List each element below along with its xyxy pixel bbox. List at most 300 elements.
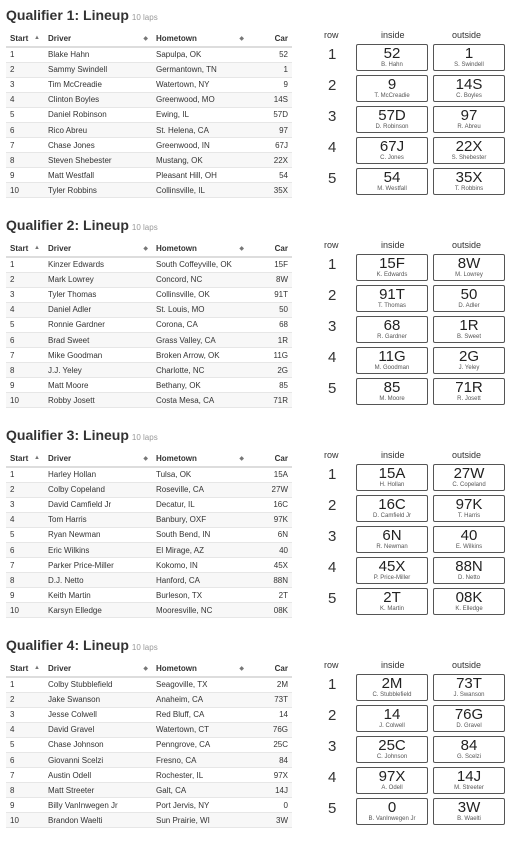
- outside-car-box: [433, 526, 505, 553]
- cell-car: 40: [248, 542, 292, 557]
- outside-car-box: [433, 557, 505, 584]
- car-number: 35X: [455, 169, 483, 186]
- cell-hometown: Seagoville, TX: [152, 677, 248, 692]
- row-number: 5: [328, 170, 337, 187]
- car-driver: B. VanInwegen Jr: [368, 816, 416, 822]
- cell-start: 8: [6, 573, 44, 588]
- cell-hometown: Rochester, IL: [152, 768, 248, 783]
- table-row: [6, 573, 292, 588]
- outside-car-box: [433, 378, 505, 405]
- table-row: [6, 107, 292, 122]
- column-header-start-label: Start: [10, 33, 29, 43]
- grid-row: [318, 74, 510, 105]
- cell-start: 7: [6, 348, 44, 363]
- grid-header: [318, 240, 510, 253]
- cell-car: 14: [248, 707, 292, 722]
- car-driver: B. Waelti: [457, 816, 481, 822]
- table-row: [6, 47, 292, 62]
- cell-start: 9: [6, 588, 44, 603]
- cell-hometown: Ewing, IL: [152, 107, 248, 122]
- lineup-table: [6, 450, 292, 618]
- car-number: 84: [460, 737, 478, 754]
- starting-grid: [318, 30, 510, 198]
- cell-start: 1: [6, 47, 44, 62]
- column-header-hometown-label: Hometown: [156, 453, 197, 463]
- car-driver: P. Price-Miller: [373, 575, 411, 581]
- car-number: 1R: [459, 317, 479, 334]
- qualifier-title: [6, 4, 510, 28]
- car-driver: S. Shebester: [451, 155, 487, 161]
- inside-car-box: [356, 137, 428, 164]
- cell-hometown: Anaheim, CA: [152, 692, 248, 707]
- cell-driver: Jake Swanson: [44, 692, 152, 707]
- cell-hometown: Watertown, NY: [152, 77, 248, 92]
- table-row: [6, 92, 292, 107]
- grid-header-row: row: [324, 240, 339, 250]
- cell-driver: Daniel Robinson: [44, 107, 152, 122]
- cell-start: 9: [6, 378, 44, 393]
- column-header-hometown[interactable]: [152, 240, 248, 257]
- sort-asc-icon: ▲: [34, 454, 40, 461]
- cell-driver: Billy VanInwegen Jr: [44, 798, 152, 813]
- inside-car-box: [356, 347, 428, 374]
- car-driver: D. Adler: [458, 303, 480, 309]
- cell-start: 1: [6, 467, 44, 482]
- cell-driver: Ronnie Gardner: [44, 317, 152, 332]
- cell-start: 7: [6, 768, 44, 783]
- qualifier-name: Qualifier 2: Lineup: [6, 217, 129, 233]
- laps-label: 10 laps: [131, 433, 158, 442]
- cell-start: 6: [6, 752, 44, 767]
- cell-hometown: St. Louis, MO: [152, 302, 248, 317]
- qualifier-name: Qualifier 1: Lineup: [6, 7, 129, 23]
- inside-car-box: [356, 705, 428, 732]
- cell-hometown: Roseville, CA: [152, 482, 248, 497]
- cell-start: 7: [6, 558, 44, 573]
- cell-car: 14J: [248, 783, 292, 798]
- cell-driver: Blake Hahn: [44, 47, 152, 62]
- grid-header-row: row: [324, 660, 339, 670]
- cell-start: 2: [6, 692, 44, 707]
- car-number: 68: [383, 317, 401, 334]
- cell-car: 9: [248, 77, 292, 92]
- header-row: [6, 240, 292, 257]
- cell-car: 1R: [248, 332, 292, 347]
- car-number: 11G: [378, 348, 406, 365]
- grid-row: [318, 284, 510, 315]
- cell-start: 5: [6, 317, 44, 332]
- table-row: [6, 183, 292, 198]
- cell-hometown: Penngrove, CA: [152, 737, 248, 752]
- table-row: [6, 768, 292, 783]
- car-driver: R. Gardner: [377, 334, 407, 340]
- row-number: 5: [328, 800, 337, 817]
- sort-asc-icon: ▲: [34, 34, 40, 41]
- cell-start: 5: [6, 107, 44, 122]
- outside-car-box: [433, 316, 505, 343]
- cell-hometown: Collinsville, OK: [152, 287, 248, 302]
- cell-start: 2: [6, 62, 44, 77]
- column-header-car[interactable]: [248, 240, 292, 257]
- car-driver: M. Lowrey: [455, 272, 483, 278]
- inside-car-box: [356, 378, 428, 405]
- grid-row: [318, 377, 510, 408]
- column-header-driver-label: Driver: [48, 453, 72, 463]
- inside-car-box: [356, 316, 428, 343]
- car-driver: K. Elledge: [455, 606, 483, 612]
- cell-car: 8W: [248, 272, 292, 287]
- row-number: 3: [328, 108, 337, 125]
- inside-car-box: [356, 767, 428, 794]
- cell-start: 4: [6, 302, 44, 317]
- row-number: 4: [328, 139, 337, 156]
- cell-car: 15A: [248, 467, 292, 482]
- row-number: 1: [328, 256, 337, 273]
- row-number: 5: [328, 380, 337, 397]
- cell-car: 54: [248, 168, 292, 183]
- car-number: 45X: [378, 558, 406, 575]
- table-row: [6, 168, 292, 183]
- column-header-driver-label: Driver: [48, 663, 72, 673]
- car-number: 14J: [456, 768, 482, 785]
- cell-driver: Robby Josett: [44, 393, 152, 408]
- table-row: [6, 783, 292, 798]
- column-header-start-label: Start: [10, 243, 29, 253]
- outside-car-box: [433, 44, 505, 71]
- table-row: [6, 542, 292, 557]
- car-driver: D. Netto: [457, 575, 480, 581]
- row-number: 2: [328, 77, 337, 94]
- cell-hometown: Mustang, OK: [152, 153, 248, 168]
- column-header-hometown[interactable]: [152, 30, 248, 47]
- cell-hometown: Pleasant Hill, OH: [152, 168, 248, 183]
- grid-header-outside: outside: [452, 30, 482, 40]
- cell-start: 8: [6, 783, 44, 798]
- outside-car-box: [433, 588, 505, 615]
- inside-car-box: [356, 75, 428, 102]
- row-number: 5: [328, 590, 337, 607]
- cell-start: 10: [6, 183, 44, 198]
- cell-start: 6: [6, 122, 44, 137]
- table-row: [6, 138, 292, 153]
- qualifier-name: Qualifier 4: Lineup: [6, 637, 129, 653]
- cell-hometown: Concord, NC: [152, 272, 248, 287]
- cell-hometown: South Coffeyville, OK: [152, 257, 248, 272]
- table-row: [6, 77, 292, 92]
- cell-hometown: South Bend, IN: [152, 527, 248, 542]
- table-row: [6, 512, 292, 527]
- grid-row: [318, 346, 510, 377]
- cell-driver: Keith Martin: [44, 588, 152, 603]
- cell-car: 52: [248, 47, 292, 62]
- grid-header-outside: outside: [452, 450, 482, 460]
- grid-header: [318, 660, 510, 673]
- car-driver: E. Wilkins: [455, 544, 483, 550]
- column-header-hometown[interactable]: [152, 450, 248, 467]
- car-driver: K. Edwards: [376, 272, 408, 278]
- column-header-driver-label: Driver: [48, 243, 72, 253]
- cell-car: 16C: [248, 497, 292, 512]
- row-number: 3: [328, 528, 337, 545]
- cell-driver: J.J. Yeley: [44, 363, 152, 378]
- cell-driver: Tyler Thomas: [44, 287, 152, 302]
- column-header-start[interactable]: [6, 450, 44, 467]
- cell-driver: Rico Abreu: [44, 122, 152, 137]
- car-number: 54: [383, 169, 401, 186]
- grid-header-inside: inside: [381, 240, 405, 250]
- cell-driver: Harley Hollan: [44, 467, 152, 482]
- outside-car-box: [433, 495, 505, 522]
- car-number: 0: [387, 799, 397, 816]
- cell-hometown: Decatur, IL: [152, 497, 248, 512]
- cell-hometown: Sun Prairie, WI: [152, 813, 248, 828]
- qualifier-section: [6, 634, 510, 844]
- car-driver: B. Sweet: [456, 334, 481, 340]
- cell-start: 8: [6, 153, 44, 168]
- cell-hometown: Bethany, OK: [152, 378, 248, 393]
- lineup-table: [6, 240, 292, 408]
- grid-header: [318, 450, 510, 463]
- grid-row: [318, 253, 510, 284]
- grid-row: [318, 494, 510, 525]
- cell-hometown: El Mirage, AZ: [152, 542, 248, 557]
- cell-start: 6: [6, 542, 44, 557]
- cell-driver: Matt Streeter: [44, 783, 152, 798]
- table-row: [6, 153, 292, 168]
- table-row: [6, 393, 292, 408]
- cell-hometown: Banbury, OXF: [152, 512, 248, 527]
- cell-hometown: Grass Valley, CA: [152, 332, 248, 347]
- car-driver: G. Scelzi: [456, 754, 481, 760]
- cell-driver: Matt Westfall: [44, 168, 152, 183]
- cell-hometown: Red Bluff, CA: [152, 707, 248, 722]
- cell-start: 3: [6, 77, 44, 92]
- inside-car-box: [356, 285, 428, 312]
- cell-hometown: Kokomo, IN: [152, 558, 248, 573]
- cell-driver: Daniel Adler: [44, 302, 152, 317]
- cell-driver: Chase Jones: [44, 138, 152, 153]
- cell-driver: Sammy Swindell: [44, 62, 152, 77]
- inside-car-box: [356, 674, 428, 701]
- outside-car-box: [433, 767, 505, 794]
- row-number: 1: [328, 46, 337, 63]
- car-number: 15A: [378, 465, 406, 482]
- car-number: 52: [383, 45, 401, 62]
- car-number: 97K: [455, 496, 483, 513]
- car-driver: C. Stubblefield: [372, 692, 412, 698]
- cell-car: 71R: [248, 393, 292, 408]
- qualifier-title: [6, 424, 510, 448]
- car-driver: M. Westfall: [377, 186, 407, 192]
- column-header-car[interactable]: [248, 450, 292, 467]
- car-driver: B. Hahn: [381, 62, 403, 68]
- car-number: 85: [383, 379, 401, 396]
- car-number: 91T: [379, 286, 405, 303]
- cell-driver: Colby Copeland: [44, 482, 152, 497]
- column-header-car-label: Car: [274, 243, 288, 253]
- table-row: [6, 257, 292, 272]
- table-row: [6, 348, 292, 363]
- car-driver: T. Thomas: [378, 303, 406, 309]
- car-number: 88N: [455, 558, 483, 575]
- cell-driver: Tim McCreadie: [44, 77, 152, 92]
- grid-row: [318, 797, 510, 828]
- qualifier-name: Qualifier 3: Lineup: [6, 427, 129, 443]
- cell-car: 35X: [248, 183, 292, 198]
- car-number: 22X: [455, 138, 483, 155]
- qualifier-title: [6, 214, 510, 238]
- car-driver: A. Odell: [381, 785, 403, 791]
- car-driver: R. Newman: [376, 544, 408, 550]
- sort-both-icon: ◆: [143, 245, 148, 252]
- car-driver: T. Harris: [457, 513, 481, 519]
- table-row: [6, 677, 292, 692]
- car-driver: M. Streeter: [454, 785, 484, 791]
- car-number: 2M: [381, 675, 403, 692]
- cell-car: 15F: [248, 257, 292, 272]
- inside-car-box: [356, 557, 428, 584]
- cell-hometown: St. Helena, CA: [152, 122, 248, 137]
- car-number: 2G: [458, 348, 479, 365]
- row-number: 2: [328, 707, 337, 724]
- sort-asc-icon: ▲: [34, 664, 40, 671]
- column-header-driver[interactable]: [44, 240, 152, 257]
- row-number: 2: [328, 497, 337, 514]
- table-row: [6, 482, 292, 497]
- cell-start: 1: [6, 677, 44, 692]
- sort-both-icon: ◆: [143, 665, 148, 672]
- cell-start: 3: [6, 707, 44, 722]
- grid-row: [318, 525, 510, 556]
- cell-start: 2: [6, 482, 44, 497]
- outside-car-box: [433, 705, 505, 732]
- cell-car: 57D: [248, 107, 292, 122]
- car-driver: C. Johnson: [376, 754, 408, 760]
- grid-row: [318, 43, 510, 74]
- cell-driver: Giovanni Scelzi: [44, 752, 152, 767]
- column-header-driver[interactable]: [44, 30, 152, 47]
- car-driver: J. Swanson: [453, 692, 485, 698]
- sort-both-icon: ◆: [239, 665, 244, 672]
- cell-hometown: Burleson, TX: [152, 588, 248, 603]
- column-header-start-label: Start: [10, 663, 29, 673]
- cell-hometown: Hanford, CA: [152, 573, 248, 588]
- outside-car-box: [433, 106, 505, 133]
- qualifier-section: [6, 424, 510, 634]
- table-row: [6, 707, 292, 722]
- sort-both-icon: ◆: [143, 35, 148, 42]
- car-driver: T. McCreadie: [374, 93, 410, 99]
- cell-driver: Karsyn Elledge: [44, 603, 152, 618]
- column-header-start[interactable]: [6, 30, 44, 47]
- column-header-hometown-label: Hometown: [156, 33, 197, 43]
- cell-driver: Kinzer Edwards: [44, 257, 152, 272]
- grid-row: [318, 105, 510, 136]
- cell-car: 6N: [248, 527, 292, 542]
- row-number: 4: [328, 769, 337, 786]
- table-row: [6, 122, 292, 137]
- column-header-car-label: Car: [274, 453, 288, 463]
- column-header-hometown-label: Hometown: [156, 243, 197, 253]
- row-number: 4: [328, 349, 337, 366]
- table-row: [6, 332, 292, 347]
- table-row: [6, 752, 292, 767]
- cell-car: 3W: [248, 813, 292, 828]
- cell-driver: David Gravel: [44, 722, 152, 737]
- column-header-car[interactable]: [248, 30, 292, 47]
- cell-start: 7: [6, 138, 44, 153]
- table-row: [6, 588, 292, 603]
- car-number: 9: [387, 76, 397, 93]
- column-header-start[interactable]: [6, 240, 44, 257]
- grid-row: [318, 704, 510, 735]
- cell-driver: Clinton Boyles: [44, 92, 152, 107]
- car-number: 50: [460, 286, 478, 303]
- grid-row: [318, 315, 510, 346]
- cell-car: 2G: [248, 363, 292, 378]
- header-row: [6, 660, 292, 677]
- outside-car-box: [433, 674, 505, 701]
- laps-label: 10 laps: [131, 643, 158, 652]
- cell-start: 10: [6, 813, 44, 828]
- cell-car: 14S: [248, 92, 292, 107]
- column-header-start[interactable]: [6, 660, 44, 677]
- grid-row: [318, 167, 510, 198]
- row-number: 4: [328, 559, 337, 576]
- inside-car-box: [356, 736, 428, 763]
- cell-car: 97K: [248, 512, 292, 527]
- cell-car: 73T: [248, 692, 292, 707]
- grid-row: [318, 556, 510, 587]
- cell-car: 25C: [248, 737, 292, 752]
- car-number: 73T: [456, 675, 482, 692]
- cell-driver: Mark Lowrey: [44, 272, 152, 287]
- cell-driver: Jesse Colwell: [44, 707, 152, 722]
- outside-car-box: [433, 285, 505, 312]
- header-row: [6, 30, 292, 47]
- car-driver: M. Moore: [379, 396, 405, 402]
- car-driver: K. Martin: [379, 606, 404, 612]
- cell-car: 68: [248, 317, 292, 332]
- column-header-driver[interactable]: [44, 450, 152, 467]
- column-header-driver[interactable]: [44, 660, 152, 677]
- cell-car: 84: [248, 752, 292, 767]
- outside-car-box: [433, 798, 505, 825]
- table-row: [6, 272, 292, 287]
- column-header-car[interactable]: [248, 660, 292, 677]
- outside-car-box: [433, 137, 505, 164]
- grid-header-inside: inside: [381, 30, 405, 40]
- inside-car-box: [356, 106, 428, 133]
- cell-driver: Tyler Robbins: [44, 183, 152, 198]
- column-header-car-label: Car: [274, 33, 288, 43]
- cell-driver: Chase Johnson: [44, 737, 152, 752]
- cell-start: 2: [6, 272, 44, 287]
- column-header-hometown[interactable]: [152, 660, 248, 677]
- cell-car: 88N: [248, 573, 292, 588]
- grid-row: [318, 735, 510, 766]
- cell-driver: Brandon Waelti: [44, 813, 152, 828]
- cell-start: 10: [6, 393, 44, 408]
- sort-asc-icon: ▲: [34, 244, 40, 251]
- cell-start: 8: [6, 363, 44, 378]
- cell-car: 08K: [248, 603, 292, 618]
- table-row: [6, 737, 292, 752]
- table-row: [6, 467, 292, 482]
- car-number: 1: [464, 45, 474, 62]
- car-number: 25C: [378, 737, 406, 754]
- starting-grid: [318, 450, 510, 618]
